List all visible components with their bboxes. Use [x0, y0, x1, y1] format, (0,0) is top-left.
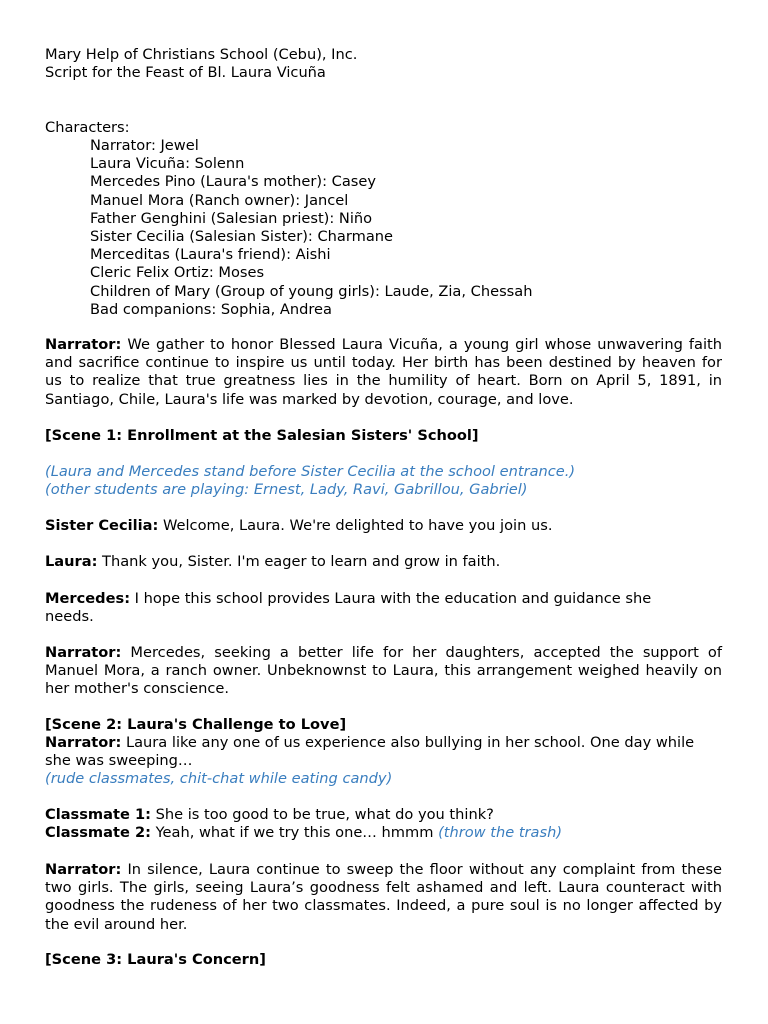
script-title: Script for the Feast of Bl. Laura Vicuña — [45, 64, 326, 82]
character-item: Children of Mary (Group of young girls): Laude, Zia, Chessah — [90, 282, 533, 300]
character-item: Sister Cecilia (Salesian Sister): Charmane — [90, 228, 394, 246]
stage-direction: (throw the trash) — [438, 824, 563, 841]
dialogue-line — [45, 806, 722, 824]
narration-paragraph — [45, 861, 722, 934]
character-item: Mercedes Pino (Laura's mother): Casey — [90, 173, 376, 191]
speaker-label: Laura: — [45, 553, 98, 570]
dialogue-line — [45, 824, 722, 842]
dialogue-text: We gather to honor Blessed Laura Vicuña, a young girl whose unwavering faith and sacrifice continue to inspire us until today. Her birth has been destined by heaven for us to realize that true greatness lies in the humility of heart. Born on April 5, 1891, in Santiago, Chile, Laura's life was marked by devotion, courage, and love. — [45, 336, 722, 408]
scene-2-heading: [Scene 2: Laura's Challenge to Love] — [45, 716, 347, 733]
character-item: Laura Vicuña: Solenn — [90, 155, 245, 173]
characters-list — [90, 137, 532, 319]
narration-paragraph — [45, 734, 722, 770]
speaker-label: Classmate 1: — [45, 806, 151, 823]
speaker-label: Narrator: — [45, 336, 122, 353]
dialogue-line — [45, 590, 685, 626]
dialogue-text: She is too good to be true, what do you think? — [150, 806, 494, 823]
dialogue-text: Laura like any one of us experience also bullying in her school. One day while she was sweeping… — [45, 734, 695, 770]
character-item: Narrator: Jewel — [90, 137, 199, 154]
speaker-label: Narrator: — [45, 644, 122, 661]
dialogue-text: I hope this school provides Laura with the education and guidance she needs. — [45, 590, 652, 626]
intro-paragraph — [45, 336, 722, 409]
dialogue-line — [45, 517, 722, 535]
dialogue-text: In silence, Laura continue to sweep the floor without any complaint from these two girls. The girls, seeing Laura’s goodness felt ashamed and left. Laura counteract with goodness the rudeness of her two classmates. Indeed, a pure soul is no longer affected by the evil around her. — [45, 861, 722, 933]
dialogue-text: Yeah, what if we try this one… hmmm — [150, 824, 439, 841]
character-item: Bad companions: Sophia, Andrea — [90, 300, 332, 318]
character-item: Merceditas (Laura's friend): Aishi — [90, 246, 331, 264]
school-name: Mary Help of Christians School (Cebu), Inc. — [45, 46, 358, 63]
document-header — [45, 46, 722, 82]
speaker-label: Classmate 2: — [45, 824, 151, 841]
speaker-label: Narrator: — [45, 861, 122, 878]
narration-paragraph — [45, 644, 722, 699]
character-item: Cleric Felix Ortiz: Moses — [90, 264, 265, 282]
speaker-label: Sister Cecilia: — [45, 517, 159, 534]
dialogue-text: Thank you, Sister. I'm eager to learn and grow in faith. — [97, 553, 501, 570]
scene-3-heading: [Scene 3: Laura's Concern] — [45, 951, 266, 968]
dialogue-text: Mercedes, seeking a better life for her daughters, accepted the support of Manuel Mora, a ranch owner. Unbeknownst to Laura, this arrangement weighed heavily on her mother's conscience. — [45, 644, 722, 698]
stage-direction: (Laura and Mercedes stand before Sister Cecilia at the school entrance.) — [45, 463, 576, 480]
speaker-label: Narrator: — [45, 734, 122, 751]
character-item: Manuel Mora (Ranch owner): Jancel — [90, 191, 349, 209]
scene-1-heading: [Scene 1: Enrollment at the Salesian Sisters' School] — [45, 427, 479, 444]
characters-heading: Characters: — [45, 119, 130, 136]
speaker-label: Mercedes: — [45, 590, 131, 607]
stage-direction: (rude classmates, chit-chat while eating candy) — [45, 770, 393, 787]
stage-direction: (other students are playing: Ernest, Lady, Ravi, Gabrillou, Gabriel) — [45, 481, 528, 498]
dialogue-text: Welcome, Laura. We're delighted to have you join us. — [158, 517, 553, 534]
character-item: Father Genghini (Salesian priest): Niño — [90, 209, 373, 227]
dialogue-line — [45, 553, 722, 571]
